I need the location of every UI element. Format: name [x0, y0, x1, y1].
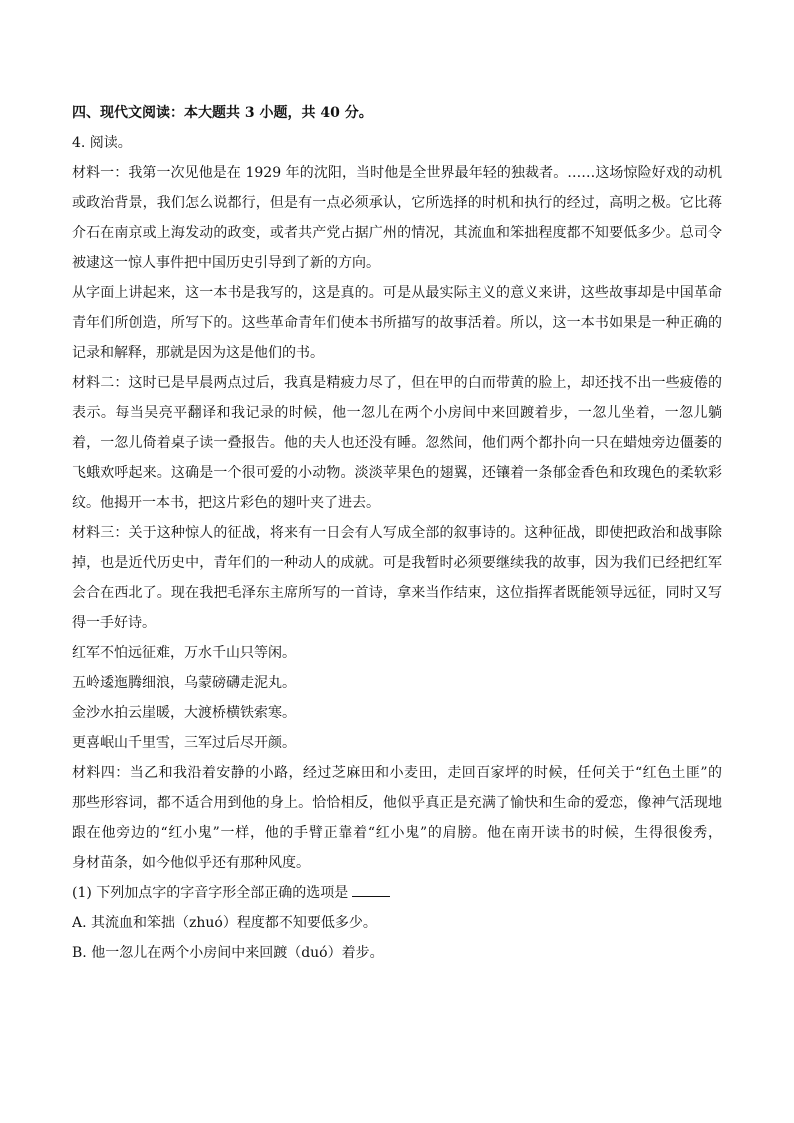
material-4-line: 身材苗条，如今他似乎还有那种风度。	[72, 855, 310, 871]
answer-blank[interactable]	[352, 896, 390, 897]
poem-line: 金沙水拍云崖暖，大渡桥横铁索寒。	[72, 705, 296, 721]
material-3-line: 掉，也是近代历史中，青年们的一种动人的成就。可是我暂时必须要继续我的故事，因为我们已经把红军	[72, 555, 722, 571]
option-a: A. 其流血和笨拙（zhuó）程度都不知要低多少。	[72, 915, 377, 931]
paragraph-2-line: 从字面上讲起来，这一本书是我写的，这是真的。可是从最实际主义的意义来讲，这些故事却是中国革命	[72, 285, 722, 301]
question-1-stem	[72, 878, 722, 908]
material-3-line: 得一手好诗。	[72, 615, 156, 631]
material-4-line: 跟在他旁边的“红小鬼”一样，他的手臂正靠着“红小鬼”的肩膀。他在南开读书的时候，生得很俊秀，	[72, 825, 722, 841]
material-3	[72, 518, 722, 638]
document-page	[72, 98, 722, 968]
section-heading: 四、现代文阅读：本大题共 3 小题，共 40 分。	[72, 105, 373, 121]
material-2-line: 材料二：这时已是早晨两点过后，我真是精疲力尽了，但在甲的白而带黄的脸上，却还找不出一些疲倦的	[72, 375, 722, 391]
material-2-line: 着，一忽儿倚着桌子读一叠报告。他的夫人也还没有睡。忽然间，他们两个都扑向一只在蜡烛旁边僵萎的	[72, 435, 722, 451]
poem-line: 更喜岷山千里雪，三军过后尽开颜。	[72, 735, 296, 751]
poem	[72, 638, 722, 758]
material-4-line: 那些形容词，都不适合用到他的身上。恰恰相反，他似乎真正是充满了愉快和生命的爱恋，像神气活现地	[72, 795, 722, 811]
material-1-line: 或政治背景，我们怎么说都行，但是有一点必须承认，它所选择的时机和执行的经过，高明之极。它比蒋	[72, 195, 722, 211]
material-2-line: 飞蛾欢呼起来。这确是一个很可爱的小动物。淡淡苹果色的翅翼，还镶着一条郁金香色和玫瑰色的柔软彩	[72, 465, 722, 481]
question-1-stem-text: (1) 下列加点字的字音字形全部正确的选项是	[72, 885, 349, 901]
material-3-line: 会合在西北了。现在我把毛泽东主席所写的一首诗，拿来当作结束，这位指挥者既能领导远征，同时又写	[72, 585, 722, 601]
question-1	[72, 878, 722, 968]
material-1	[72, 158, 722, 278]
material-1-line: 材料一：我第一次见他是在 1929 年的沈阳，当时他是全世界最年轻的独裁者。……这场惊险好戏的动机	[72, 165, 722, 181]
material-1-line: 被逮这一惊人事件把中国历史引导到了新的方向。	[72, 255, 380, 271]
material-2-line: 表示。每当吴亮平翻译和我记录的时候，他一忽儿在两个小房间中来回踱着步，一忽儿坐着，一忽儿躺	[72, 405, 722, 421]
material-4	[72, 758, 722, 878]
paragraph-2	[72, 278, 722, 368]
paragraph-2-line: 记录和解释，那就是因为这是他们的书。	[72, 345, 324, 361]
option-b: B. 他一忽儿在两个小房间中来回踱（duó）着步。	[72, 945, 384, 961]
material-2	[72, 368, 722, 518]
question-label: 4. 阅读。	[72, 135, 132, 151]
material-2-line: 纹。他揭开一本书，把这片彩色的翅叶夹了进去。	[72, 495, 380, 511]
poem-line: 五岭逶迤腾细浪，乌蒙磅礴走泥丸。	[72, 675, 296, 691]
poem-line: 红军不怕远征难，万水千山只等闲。	[72, 645, 296, 661]
material-3-line: 材料三：关于这种惊人的征战，将来有一日会有人写成全部的叙事诗的。这种征战，即使把政治和战事除	[72, 525, 722, 541]
paragraph-2-line: 青年们所创造，所写下的。这些革命青年们使本书所描写的故事活着。所以，这一本书如果是一种正确的	[72, 315, 722, 331]
material-4-line: 材料四：当乙和我沿着安静的小路，经过芝麻田和小麦田，走回百家坪的时候，任何关于“红色土匪”的	[72, 765, 722, 781]
material-1-line: 介石在南京或上海发动的政变，或者共产党占据广州的情况，其流血和笨拙程度都不知要低多少。总司令	[72, 225, 722, 241]
